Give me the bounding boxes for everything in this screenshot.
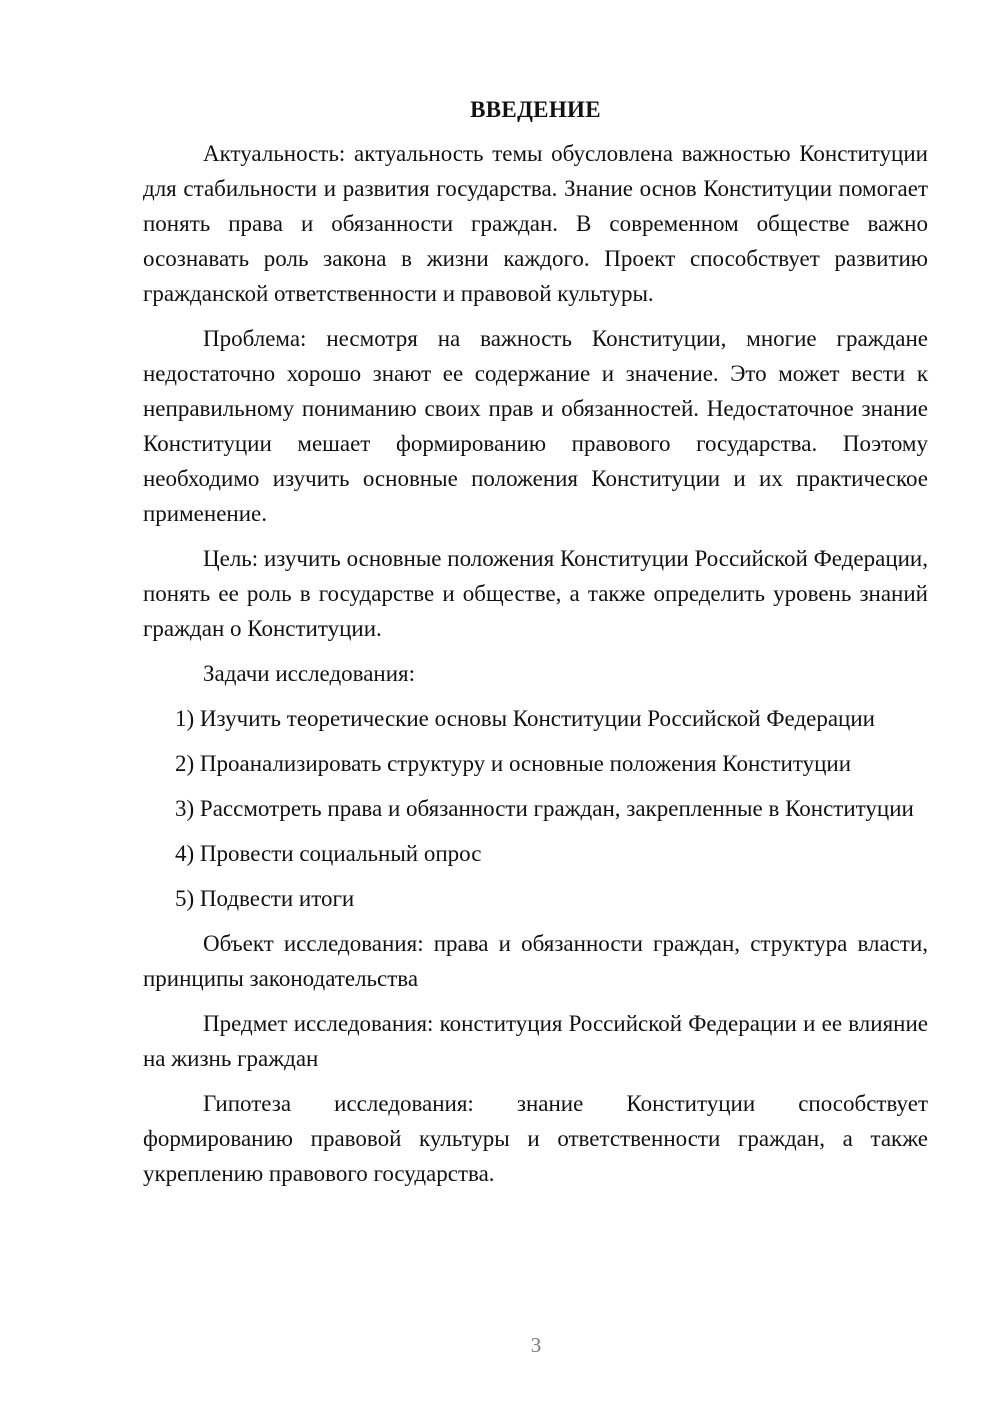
page-title: ВВЕДЕНИЕ	[470, 97, 601, 122]
hypothesis-paragraph: Гипотеза исследования: знание Конституции способствует формированию правовой культуры и ответственности граждан, а также укреплению правового государства.	[143, 1091, 928, 1186]
list-item: 1) Изучить теоретические основы Конституции Российской Федерации	[175, 706, 875, 731]
list-item: 5) Подвести итоги	[175, 886, 355, 911]
goal-paragraph: Цель: изучить основные положения Конституции Российской Федерации, понять ее роль в государстве и обществе, а также определить уровень знаний граждан о Конституции.	[143, 546, 928, 641]
tasks-list	[143, 701, 928, 916]
relevance-paragraph: Актуальность: актуальность темы обусловлена важностью Конституции для стабильности и развития государства. Знание основ Конституции помогает понять права и обязанности граждан. В современном обществе важно осознавать роль закона в жизни каждого. Проект способствует развитию гражданской ответственности и правовой культуры.	[143, 141, 928, 306]
subject-paragraph: Предмет исследования: конституция Российской Федерации и ее влияние на жизнь граждан	[143, 1011, 928, 1071]
tasks-heading: Задачи исследования:	[203, 661, 416, 686]
object-paragraph: Объект исследования: права и обязанности граждан, структура власти, принципы законодательства	[143, 931, 928, 991]
page-number: 3	[530, 1333, 542, 1357]
document-page	[143, 94, 928, 1191]
list-item: 4) Провести социальный опрос	[175, 841, 482, 866]
list-item: 3) Рассмотреть права и обязанности граждан, закрепленные в Конституции	[175, 796, 914, 821]
list-item: 2) Проанализировать структуру и основные положения Конституции	[175, 751, 852, 776]
problem-paragraph: Проблема: несмотря на важность Конституции, многие граждане недостаточно хорошо знают ее содержание и значение. Это может вести к неправильному пониманию своих прав и обязанностей. Недостаточное знание Конституции мешает формированию правового государства. Поэтому необходимо изучить основные положения Конституции и их практическое применение.	[143, 326, 928, 526]
